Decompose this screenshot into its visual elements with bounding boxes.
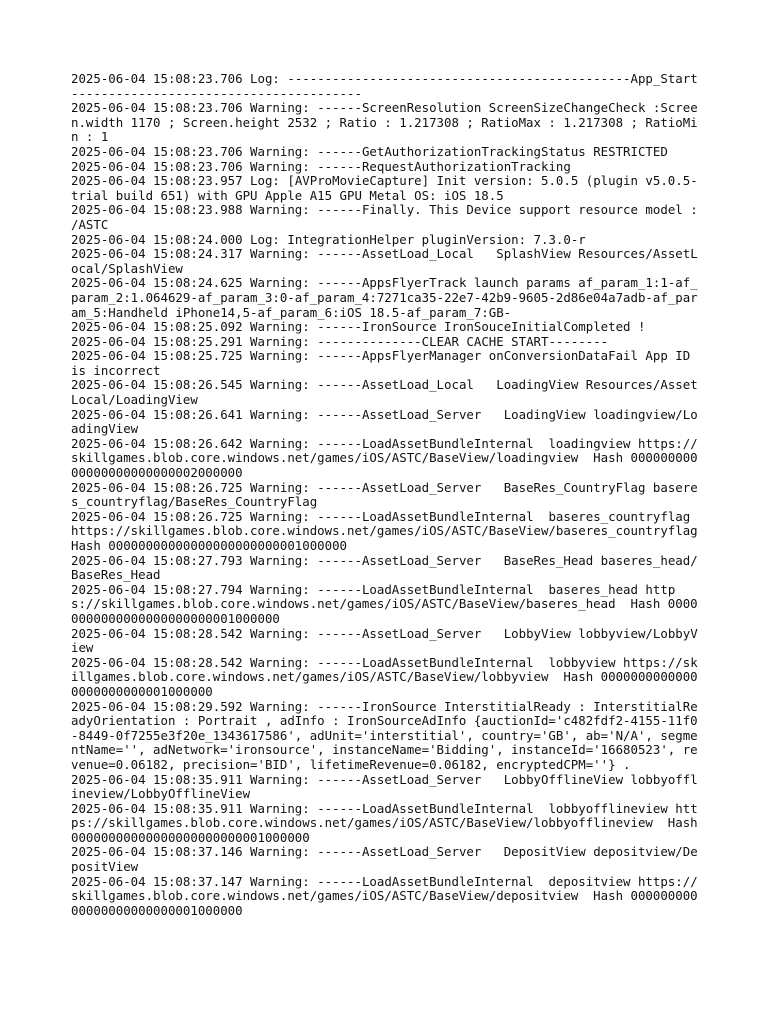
- log-timestamp: 2025-06-04 15:08:25.725: [71, 348, 243, 364]
- log-level: Warning:: [250, 275, 310, 291]
- log-level: Log:: [250, 173, 280, 189]
- log-timestamp: 2025-06-04 15:08:23.706: [71, 143, 243, 159]
- log-level: Warning:: [250, 100, 310, 116]
- log-entry: [71, 554, 701, 583]
- log-entry: [71, 233, 701, 248]
- log-entry: [71, 875, 701, 919]
- log-entry: [71, 627, 701, 656]
- log-timestamp: 2025-06-04 15:08:27.794: [71, 581, 243, 597]
- log-entry: [71, 583, 701, 627]
- log-level: Warning:: [250, 771, 310, 787]
- log-message: ------AppsFlyerTrack launch params af_param_1:1-af_param_2:1.064629-af_param_3:0-af_param_4:7271ca35-22e7-42b9-9605-2d86e04a7adb-af_param_5:Handheld iPhone14,5-af_param_6:iOS 18.5-af_param_7:GB-: [71, 275, 698, 320]
- log-level: Warning:: [250, 202, 310, 218]
- log-entry: [71, 408, 701, 437]
- log-entry: [71, 72, 701, 101]
- log-entry: [71, 101, 701, 145]
- log-message: ------AssetLoad_Local SplashView Resources/AssetLocal/SplashView: [71, 246, 698, 276]
- log-level: Warning:: [250, 377, 310, 393]
- log-timestamp: 2025-06-04 15:08:26.545: [71, 377, 243, 393]
- log-level: Warning:: [250, 143, 310, 159]
- log-timestamp: 2025-06-04 15:08:35.911: [71, 771, 243, 787]
- log-timestamp: 2025-06-04 15:08:29.592: [71, 698, 243, 714]
- log-message: ------LoadAssetBundleInternal loadingview https://skillgames.blob.core.windows.net/games/iOS/ASTC/BaseView/loadingview Hash 00000000000000000000000002000000: [71, 435, 698, 481]
- log-timestamp: 2025-06-04 15:08:28.542: [71, 654, 243, 670]
- log-message: [AVProMovieCapture] Init version: 5.0.5 (plugin v5.0.5-trial build 651) with GPU Apple A15 GPU Metal OS: iOS 18.5: [71, 173, 698, 203]
- log-level: Warning:: [250, 319, 310, 335]
- log-timestamp: 2025-06-04 15:08:26.641: [71, 406, 243, 422]
- log-timestamp: 2025-06-04 15:08:23.988: [71, 202, 243, 218]
- log-level: Warning:: [250, 406, 310, 422]
- log-message: ------LoadAssetBundleInternal lobbyofflineview https://skillgames.blob.core.windows.net/games/iOS/ASTC/BaseView/lobbyofflineview Hash 00000000000000000000000001000000: [71, 800, 706, 845]
- log-entry: [71, 508, 713, 554]
- log-entry: [71, 320, 701, 335]
- log-message: IntegrationHelper pluginVersion: 7.3.0-r: [287, 231, 586, 247]
- log-level: Warning:: [250, 158, 310, 174]
- log-entry: [71, 845, 701, 874]
- log-message: ------AssetLoad_Local LoadingView Resources/AssetLocal/LoadingView: [71, 377, 698, 408]
- log-timestamp: 2025-06-04 15:08:23.706: [71, 158, 243, 174]
- log-entry: [71, 800, 706, 846]
- log-level: Warning:: [250, 698, 310, 714]
- log-level: Warning:: [250, 435, 310, 451]
- log-message: ----------------------------------------------App_Start---------------------------------------: [71, 71, 698, 101]
- log-timestamp: 2025-06-04 15:08:26.642: [71, 435, 243, 451]
- log-level: Warning:: [250, 625, 310, 641]
- log-timestamp: 2025-06-04 15:08:23.957: [71, 173, 243, 189]
- log-entry: [71, 202, 706, 232]
- log-message: ------RequestAuthorizationTracking: [317, 158, 571, 174]
- log-message: ------AssetLoad_Server LobbyView lobbyview/LobbyView: [71, 625, 698, 656]
- log-entry: [71, 160, 701, 175]
- log-message: ------Finally. This Device support resource model : /ASTC: [71, 202, 706, 232]
- log-level: Warning:: [250, 508, 310, 524]
- log-message: ------IronSource InterstitialReady : InterstitialReadyOrientation : Portrait , adInfo : IronSourceAdInfo {auctionId='c482fdf2-4155-11f0-8449-0f7255e3f20e_1343617586', adUnit='interstitial', country='GB', ab='N/A', segmentName='', adNetwork='ironsource', instanceName='Bidding', instanceId='16680523', revenue=0.06182, precision='BID', lifetimeRevenue=0.06182, encryptedCPM=''} .: [71, 698, 698, 772]
- log-entry: [71, 174, 701, 203]
- log-level: Warning:: [250, 479, 310, 495]
- log-entry: [71, 247, 701, 276]
- log-message: --------------CLEAR CACHE START--------: [317, 333, 609, 349]
- log-timestamp: 2025-06-04 15:08:37.146: [71, 844, 243, 860]
- log-level: Warning:: [250, 800, 310, 816]
- log-message: ------AssetLoad_Server BaseRes_Head baseres_head/BaseRes_Head: [71, 552, 698, 583]
- log-level: Warning:: [250, 654, 310, 670]
- log-entry: [71, 481, 701, 510]
- log-level: Warning:: [250, 246, 310, 262]
- log-message: ------AssetLoad_Server LobbyOfflineView lobbyofflineview/LobbyOfflineView: [71, 771, 698, 802]
- log-entry: [71, 349, 701, 378]
- log-message: ------GetAuthorizationTrackingStatus RESTRICTED: [317, 143, 668, 159]
- log-timestamp: 2025-06-04 15:08:23.706: [71, 71, 243, 86]
- log-message: ------AssetLoad_Server DepositView depositview/DepositView: [71, 844, 698, 875]
- log-entry: [71, 145, 701, 160]
- log-message: ------AssetLoad_Server LoadingView loadingview/LoadingView: [71, 406, 698, 437]
- log-timestamp: 2025-06-04 15:08:28.542: [71, 625, 243, 641]
- log-entry: [71, 335, 701, 350]
- log-timestamp: 2025-06-04 15:08:24.625: [71, 275, 243, 291]
- log-timestamp: 2025-06-04 15:08:25.291: [71, 333, 243, 349]
- log-level: Warning:: [250, 333, 310, 349]
- log-message: ------LoadAssetBundleInternal depositview https://skillgames.blob.core.windows.net/games/iOS/ASTC/BaseView/depositview Hash 00000000000000000000000001000000: [71, 873, 698, 918]
- log-entry: [71, 656, 701, 700]
- log-timestamp: 2025-06-04 15:08:27.793: [71, 552, 243, 568]
- log-timestamp: 2025-06-04 15:08:26.725: [71, 479, 243, 495]
- log-message: ------LoadAssetBundleInternal baseres_countryflag https://skillgames.blob.core.windows.net/games/iOS/ASTC/BaseView/baseres_countryflag Hash 00000000000000000000000001000000: [71, 508, 713, 553]
- log-level: Warning:: [250, 844, 310, 860]
- log-entry: [71, 700, 701, 773]
- log-message: ------LoadAssetBundleInternal lobbyview https://skillgames.blob.core.windows.net/games/iOS/ASTC/BaseView/lobbyview Hash 00000000000000000000000001000000: [71, 654, 698, 699]
- log-entry: [71, 276, 701, 320]
- log-level: Warning:: [250, 552, 310, 568]
- log-level: Log:: [250, 71, 280, 86]
- log-message: ------LoadAssetBundleInternal baseres_head https://skillgames.blob.core.windows.net/games/iOS/ASTC/BaseView/baseres_head Hash 00000000000000000000000001000000: [71, 581, 698, 626]
- log-message: ------IronSource IronSouceInitialCompleted !: [317, 319, 646, 335]
- log-level: Warning:: [250, 348, 310, 364]
- log-entry: [71, 773, 701, 802]
- log-level: Warning:: [250, 581, 310, 597]
- log-entry: [71, 437, 701, 481]
- log-timestamp: 2025-06-04 15:08:24.317: [71, 246, 243, 262]
- log-timestamp: 2025-06-04 15:08:24.000: [71, 231, 243, 247]
- log-message: ------ScreenResolution ScreenSizeChangeCheck :Screen.width 1170 ; Screen.height 2532 ; Ratio : 1.217308 ; RatioMax : 1.217308 ; RatioMin : 1: [71, 100, 698, 145]
- log-timestamp: 2025-06-04 15:08:26.725: [71, 508, 243, 524]
- log-timestamp: 2025-06-04 15:08:37.147: [71, 873, 243, 889]
- log-entry: [71, 378, 701, 407]
- log-message: ------AppsFlyerManager onConversionDataFail App ID is incorrect: [71, 348, 698, 378]
- log-level: Log:: [250, 231, 280, 247]
- log-document: [71, 71, 713, 918]
- log-level: Warning:: [250, 873, 310, 889]
- log-timestamp: 2025-06-04 15:08:35.911: [71, 800, 243, 816]
- log-timestamp: 2025-06-04 15:08:25.092: [71, 319, 243, 335]
- log-message: ------AssetLoad_Server BaseRes_CountryFlag baseres_countryflag/BaseRes_CountryFlag: [71, 479, 698, 510]
- log-timestamp: 2025-06-04 15:08:23.706: [71, 100, 243, 116]
